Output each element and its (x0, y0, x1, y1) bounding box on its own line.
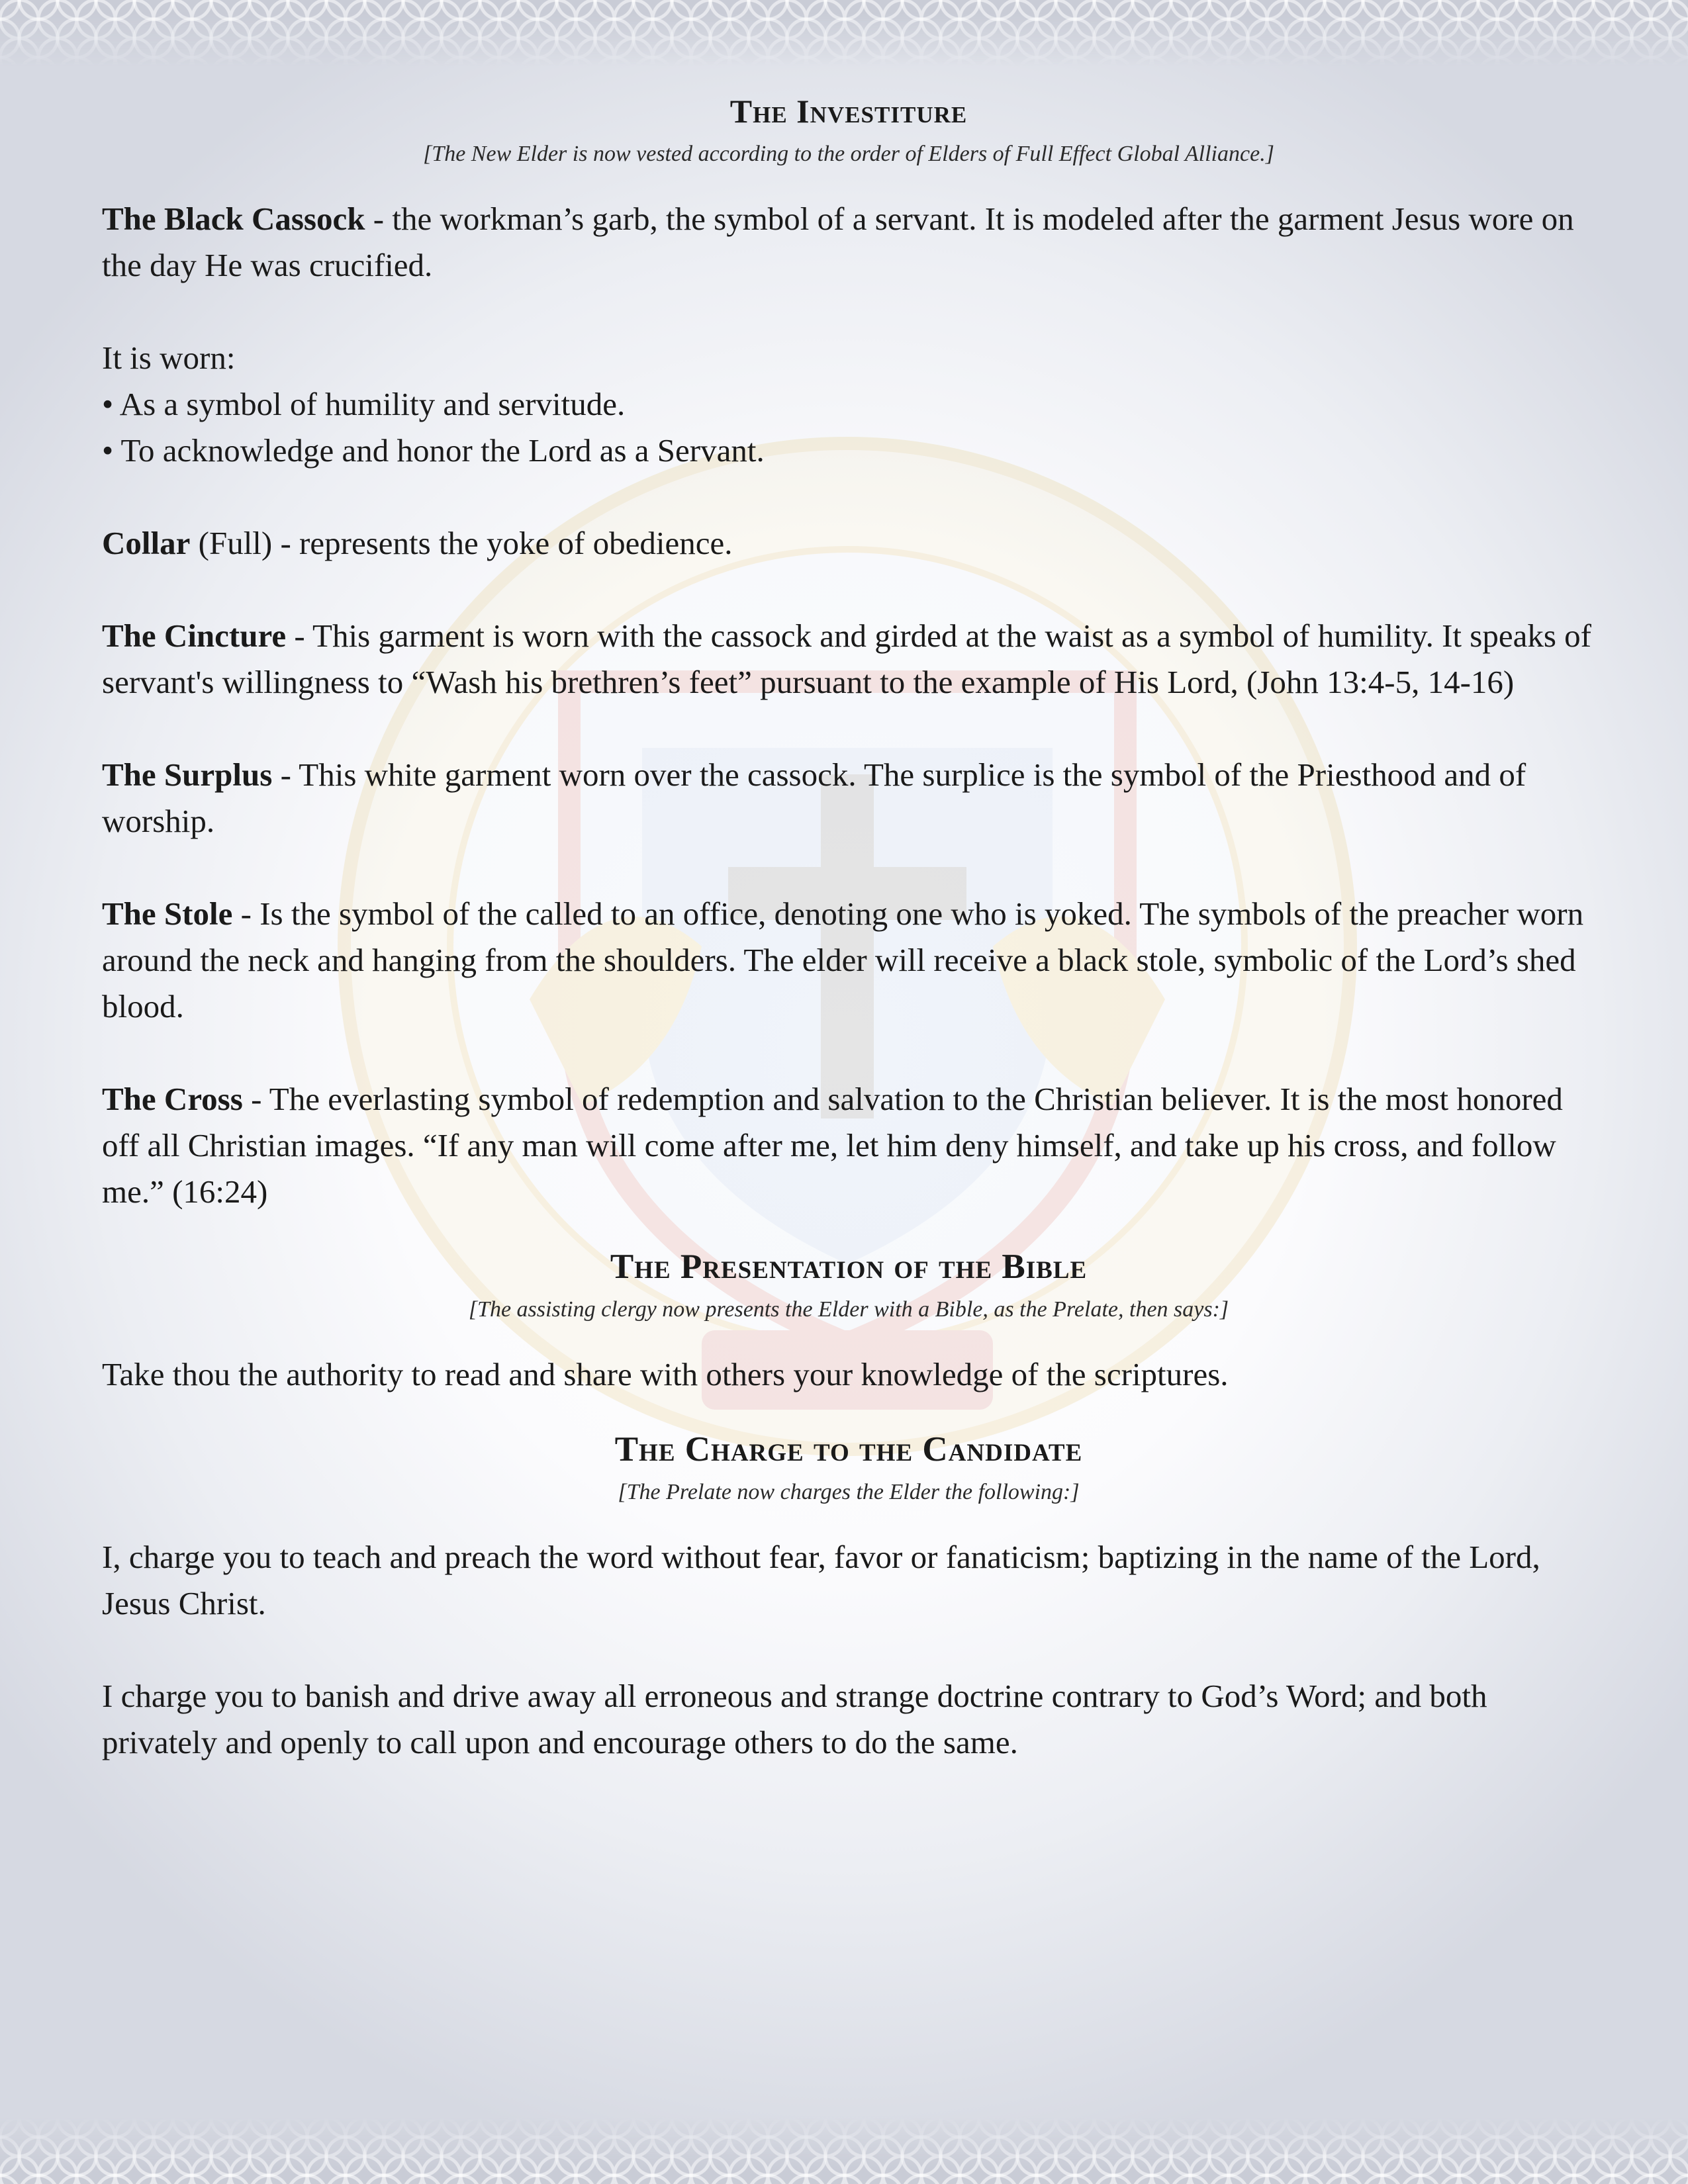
charge-heading: The Charge to the Candidate (614, 1430, 1083, 1469)
charge-paragraph: I, charge you to teach and preach the word without fear, favor or fanaticism; baptizing in the name of the Lord, Jesus Christ. (102, 1539, 1540, 1621)
document-body (102, 85, 1595, 1766)
collar-text: (Full) - represents the yoke of obedience. (190, 525, 733, 561)
cassock-paragraph (102, 196, 1595, 289)
investiture-note: [The New Elder is now vested according to the order of Elders of Full Effect Global Alliance.] (423, 142, 1274, 166)
cross-term: The Cross (102, 1081, 243, 1117)
collar-paragraph (102, 520, 1595, 567)
charge-paragraph: I charge you to banish and drive away all erroneous and strange doctrine contrary to God’s Word; and both privately and openly to call upon and encourage others to do the same. (102, 1678, 1487, 1760)
surplus-paragraph (102, 752, 1595, 844)
decorative-border-top (0, 0, 1688, 66)
cross-text: - The everlasting symbol of redemption and salvation to the Christian believer. It is the most honored off all Christian images. “If any man will come after me, let him deny himself, and take up his cross, and follow me.” (16:24) (102, 1081, 1563, 1210)
cassock-term: The Black Cassock (102, 201, 365, 237)
cincture-paragraph (102, 613, 1595, 705)
charge-note: [The Prelate now charges the Elder the following:] (618, 1480, 1080, 1504)
surplus-text: - This white garment worn over the cassock. The surplice is the symbol of the Priesthood and of worship. (102, 756, 1526, 839)
worn-intro: It is worn: (102, 340, 236, 376)
presentation-text: Take thou the authority to read and share with others your knowledge of the scriptures. (102, 1356, 1229, 1392)
collar-term: Collar (102, 525, 191, 561)
stole-term: The Stole (102, 895, 233, 932)
cincture-term: The Cincture (102, 617, 287, 654)
worn-item: • To acknowledge and honor the Lord as a Servant. (102, 432, 765, 469)
investiture-heading: The Investiture (729, 93, 968, 130)
cassock-text: - the workman’s garb, the symbol of a servant. It is modeled after the garment Jesus wore on the day He was crucified. (102, 201, 1574, 283)
surplus-term: The Surplus (102, 756, 273, 793)
presentation-note: [The assisting clergy now presents the Elder with a Bible, as the Prelate, then says:] (468, 1297, 1229, 1322)
stole-paragraph (102, 891, 1595, 1030)
cincture-text: - This garment is worn with the cassock and girded at the waist as a symbol of humility. It speaks of servant's willingness to “Wash his brethren’s feet” pursuant to the example of His Lord, (John 13:4-5, 14-16) (102, 617, 1591, 700)
cross-paragraph (102, 1076, 1595, 1215)
worn-item: • As a symbol of humility and servitude. (102, 386, 626, 422)
presentation-heading: The Presentation of the Bible (610, 1248, 1088, 1286)
decorative-border-bottom (0, 2118, 1688, 2184)
stole-text: - Is the symbol of the called to an office, denoting one who is yoked. The symbols of the preacher worn around the neck and hanging from the shoulders. The elder will receive a black stole, symbolic of the Lord’s shed blood. (102, 895, 1584, 1024)
